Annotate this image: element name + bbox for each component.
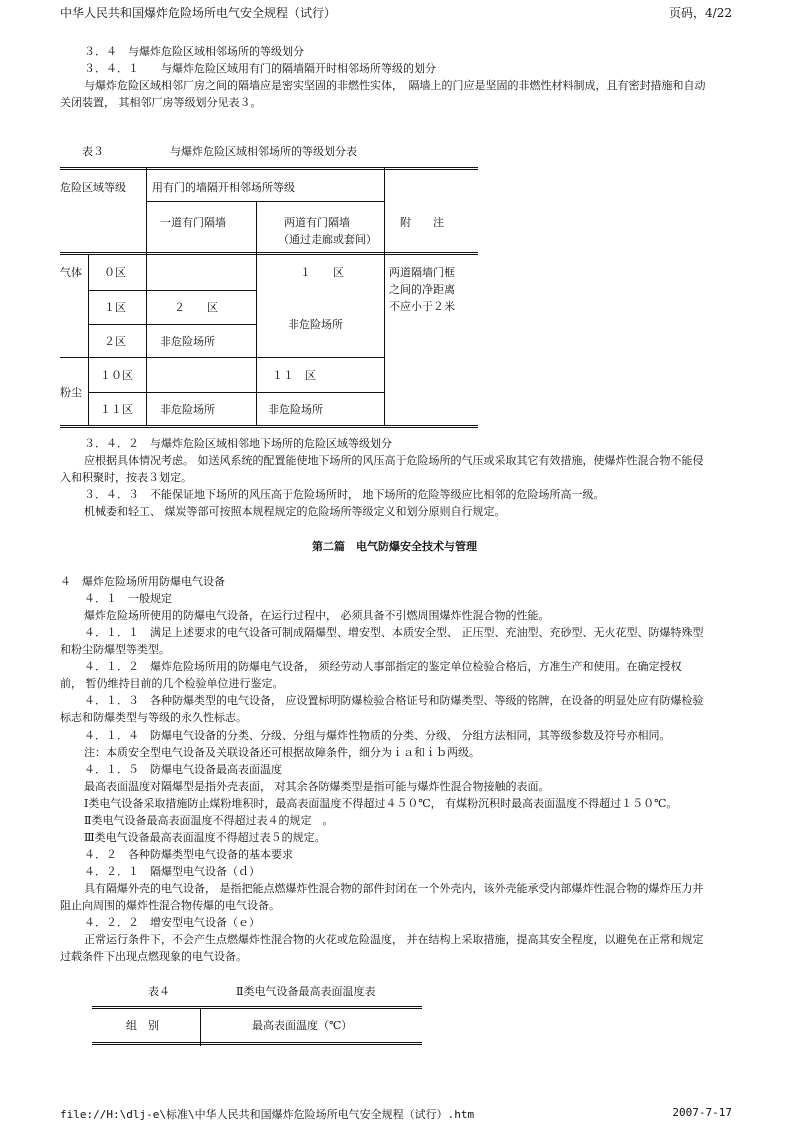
paragraph-line: 入和积聚时，按表３划定。 [60,471,192,484]
table-rule [88,290,256,291]
clause-heading: ４．２．１ 隔爆型电气设备（ｄ） [84,865,260,878]
cell-note-1: 两道隔墙门框 [389,266,455,279]
cell-r10-two: １１ 区 [272,369,316,382]
table-rule [60,167,478,170]
part-title: 第二篇 电气防爆安全技术与管理 [312,540,477,553]
th-max-temp: 最高表面温度（℃） [252,1019,353,1032]
table-rule [88,324,256,325]
paragraph-line: ４．１．１ 满足上述要求的电气设备可制成隔爆型、增安型、本质安全型、 正压型、充油型、充砂型、无火花型、防爆特殊型 [84,626,704,639]
paragraph-line: 正常运行条件下，不会产生点燃爆炸性混合物的火花或危险温度， 并在结构上采取措施，提高其安全程度，以避免在正常和规定 [84,933,704,946]
section-heading: ４．２ 各种防爆类型电气设备的基本要求 [84,848,293,861]
paragraph-line: Ⅰ类电气设备采取措施防止煤粉堆积时，最高表面温度不得超过４５０℃， 有煤粉沉积时最高表面温度不得超过１５０℃。 [84,797,678,810]
section-heading: ４．１ 一般规定 [84,592,172,605]
page-header-title: 中华人民共和国爆炸危险场所电气安全规程（试行） [60,6,337,20]
cell-zone-2: ２区 [104,335,126,348]
table-rule [88,358,89,426]
paragraph-line: 和粉尘防爆型等类型。 [60,643,170,656]
page-number: 页码，4/22 [669,6,732,20]
paragraph-line: 应根据具体情况考虑。 如送风系统的配置能使地下场所的风压高于危险场所的气压或采取其它有效措施，使爆炸性混合物不能侵 [84,454,704,467]
paragraph-line: ４．１．２ 爆炸危险场所用的防爆电气设备， 须经劳动人事部指定的鉴定单位检验合格后，方准生产和使用。在确定授权 [84,660,682,673]
cell-r11-two: 非危险场所 [268,403,323,416]
cell-zone-0: ０区 [104,266,126,279]
cell-note-2: 之间的净距离 [389,283,455,296]
table-rule [92,1042,422,1045]
paragraph-line: 最高表面温度对隔爆型是指外壳表面， 对其余各防爆类型是指可能与爆炸性混合物接触的表面。 [84,780,550,793]
cell-zone-11: １１区 [100,403,133,416]
paragraph-line: 关闭装置， 其相邻厂房等级划分见表３。 [60,96,262,109]
cell-r1-one: ２ 区 [174,301,218,314]
paragraph-line: 与爆炸危险区域相邻厂房之间的隔墙应是密实坚固的非燃性实体， 隔墙上的门应是坚固的非燃性材料制成，且有密封措施和自动 [84,79,706,92]
table-rule [92,1006,422,1009]
table-rule [88,254,89,357]
table-rule [146,168,147,426]
section-heading: ３．４ 与爆炸危险区域相邻场所的等级划分 [84,45,304,58]
paragraph-line: 前， 暂仍维持目前的几个检验单位进行鉴定。 [60,677,284,690]
table-rule [60,425,478,428]
cell-r11-one: 非危险场所 [160,403,215,416]
th-note: 附 注 [400,216,444,229]
cell-r2-one: 非危险场所 [160,335,215,348]
paragraph-line: 标志和防爆类型与等级的永久性标志。 [60,711,247,724]
cell-r12-two: 非危险场所 [288,318,343,331]
note-line: 注：本质安全型电气设备及关联设备还可根据故障条件，细分为ｉａ和ｉｂ两级。 [84,746,480,759]
th-separated: 用有门的墙隔开相邻场所等级 [152,181,295,194]
chapter-heading: ４ 爆炸危险场所用防爆电气设备 [60,575,225,588]
paragraph-line: Ⅲ类电气设备最高表面温度不得超过表５的规定。 [84,831,326,844]
th-two-walls-sub: （通过走廊或套间） [278,233,377,246]
th-group: 组 别 [126,1019,159,1032]
clause-heading: ３．４．３ 不能保证地下场所的风压高于危险场所时， 地下场所的危险等级应比相邻的危险场所高一级。 [84,488,605,501]
paragraph-line: 阻止向周围的爆炸性混合物传爆的电气设备。 [60,899,280,912]
paragraph-line: 机械委和轻工、 煤炭等部可按照本规程规定的危险场所等级定义和划分原则自行规定。 [84,505,506,518]
table-rule [146,201,384,202]
print-date: 2007-7-17 [672,1106,732,1119]
table4-caption: 表４ Ⅱ类电气设备最高表面温度表 [148,985,376,998]
th-zone: 危险区域等级 [60,181,126,194]
th-one-wall: 一道有门隔墙 [160,216,226,229]
cell-note-3: 不应小于２米 [389,300,455,313]
paragraph-line: 具有隔爆外壳的电气设备， 是指把能点燃爆炸性混合物的部件封闭在一个外壳内，该外壳能承受内部爆炸性混合物的爆炸压力并 [84,882,704,895]
clause-heading: ４．２．２ 增安型电气设备（ｅ） [84,916,260,929]
cell-r0-two: １ 区 [300,266,344,279]
paragraph-line: 爆炸危险场所使用的防爆电气设备，在运行过程中， 必须具备不引燃周围爆炸性混合物的性能。 [84,609,550,622]
table-rule [60,252,478,255]
table-rule [88,392,384,393]
table-rule [256,202,257,426]
table3-caption: 表３ 与爆炸危险区域相邻场所的等级划分表 [82,145,357,158]
table-rule [200,1008,201,1046]
cell-gas: 气体 [60,266,82,279]
paragraph-line: ４．１．４ 防爆电气设备的分类、分级、分组与爆炸性物质的分类、分级、 分组方法相同，其等级参数及符号亦相同。 [84,729,671,742]
clause-heading: ３．４．１ 与爆炸危险区域用有门的隔墙隔开时相邻场所等级的划分 [84,62,436,75]
th-two-walls: 两道有门隔墙 [284,216,350,229]
paragraph-line: 过载条件下出现点燃现象的电气设备。 [60,950,247,963]
clause-heading: ４．１．５ 防爆电气设备最高表面温度 [84,763,282,776]
file-path: file://H:\dlj-e\标准\中华人民共和国爆炸危险场所电气安全规程（试行）.htm [60,1108,475,1121]
paragraph-line: Ⅱ类电气设备最高表面温度不得超过表４的规定 。 [84,814,334,827]
cell-zone-10: １０区 [100,369,133,382]
clause-heading: ３．４．２ 与爆炸危险区域相邻地下场所的危险区域等级划分 [84,437,392,450]
paragraph-line: ４．１．３ 各种防爆类型的电气设备， 应设置标明防爆检验合格证号和防爆类型、等级的铭牌，在设备的明显处应有防爆检验 [84,694,704,707]
cell-dust: 粉尘 [60,386,82,399]
table-rule [60,357,384,358]
table-rule [384,168,385,426]
cell-zone-1: １区 [104,301,126,314]
